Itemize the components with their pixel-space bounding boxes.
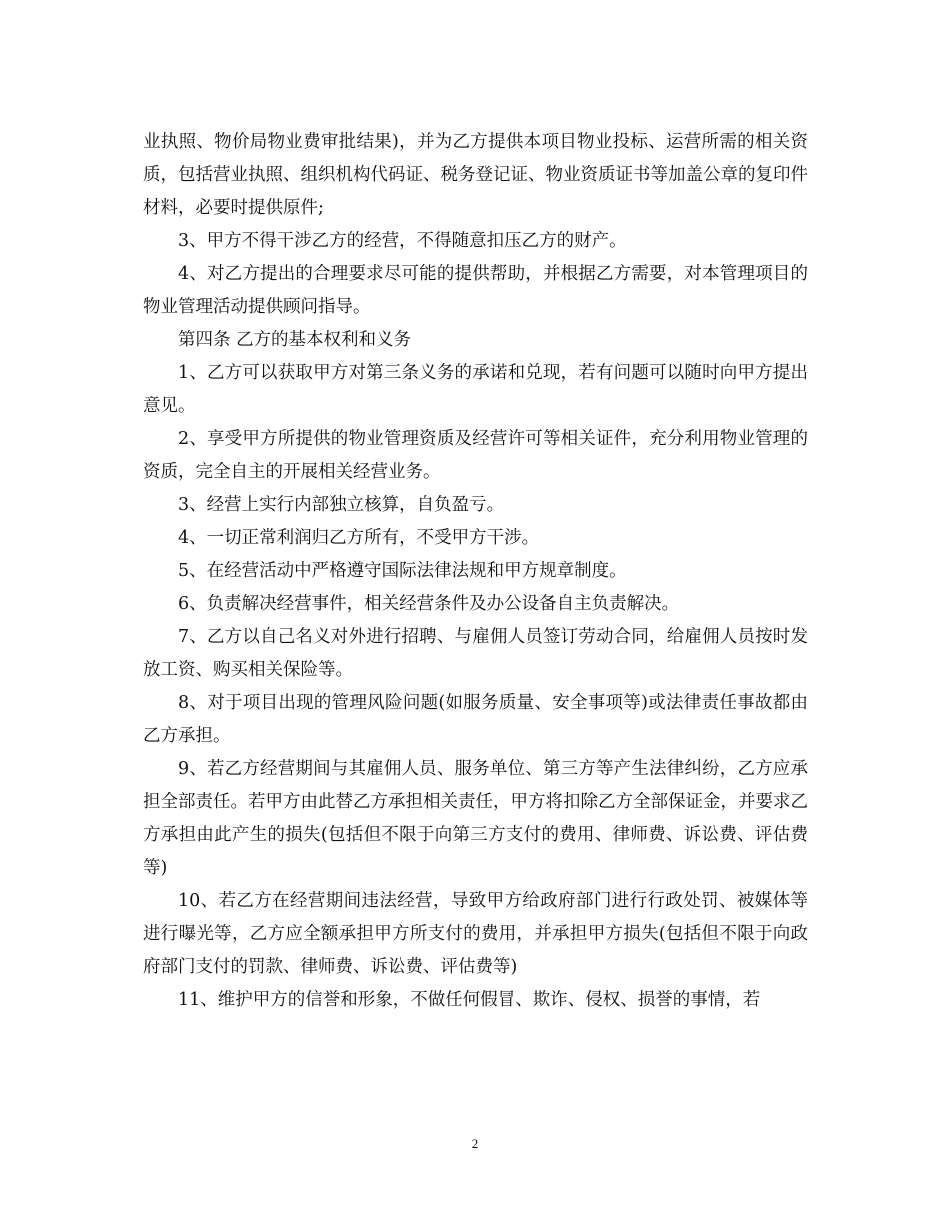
paragraph-11: 7、乙方以自己名义对外进行招聘、与雇佣人员签订劳动合同，给雇佣人员按时发放工资、购买相关保险等。 [143,627,808,680]
paragraph-8: 4、一切正常利润归乙方所有，不受甲方干涉。 [178,528,540,548]
paragraph-7: 3、经营上实行内部独立核算，自负盈亏。 [178,495,505,515]
paragraph-13: 9、若乙方经营期间与其雇佣人员、服务单位、第三方等产生法律纠纷，乙方应承担全部责任。若甲方由此替乙方承担相关责任，甲方将扣除乙方全部保证金，并要求乙方承担由此产生的损失(包括但不限于向第三方支付的费用、律师费、诉讼费、评估费等) [143,759,808,878]
paragraph-2: 3、甲方不得干涉乙方的经营，不得随意扣压乙方的财产。 [178,231,627,251]
paragraph-5: 1、乙方可以获取甲方对第三条义务的承诺和兑现，若有问题可以随时向甲方提出意见。 [143,363,808,416]
paragraph-12: 8、对于项目出现的管理风险问题(如服务质量、安全事项等)或法律责任事故都由乙方承担。 [143,693,808,746]
document-body [143,126,808,1017]
paragraph-3: 4、对乙方提出的合理要求尽可能的提供帮助，并根据乙方需要，对本管理项目的物业管理活动提供顾问指导。 [143,264,808,317]
section-heading-article-4: 第四条 乙方的基本权利和义务 [178,330,412,350]
paragraph-6: 2、享受甲方所提供的物业管理资质及经营许可等相关证件，充分利用物业管理的资质，完全自主的开展相关经营业务。 [143,429,808,482]
page-number: 2 [471,1136,479,1151]
paragraph-9: 5、在经营活动中严格遵守国际法律法规和甲方规章制度。 [178,561,627,581]
paragraph-10: 6、负责解决经营事件，相关经营条件及办公设备自主负责解决。 [178,594,680,614]
paragraph-1: 业执照、物价局物业费审批结果)，并为乙方提供本项目物业投标、运营所需的相关资质，包括营业执照、组织机构代码证、税务登记证、物业资质证书等加盖公章的复印件材料，必要时提供原件; [143,132,808,218]
paragraph-14: 10、若乙方在经营期间违法经营，导致甲方给政府部门进行行政处罚、被媒体等进行曝光等，乙方应全额承担甲方所支付的费用，并承担甲方损失(包括但不限于向政府部门支付的罚款、律师费、诉讼费、评估费等) [143,891,808,977]
paragraph-15: 11、维护甲方的信誉和形象，不做任何假冒、欺诈、侵权、损誉的事情，若 [178,990,761,1010]
